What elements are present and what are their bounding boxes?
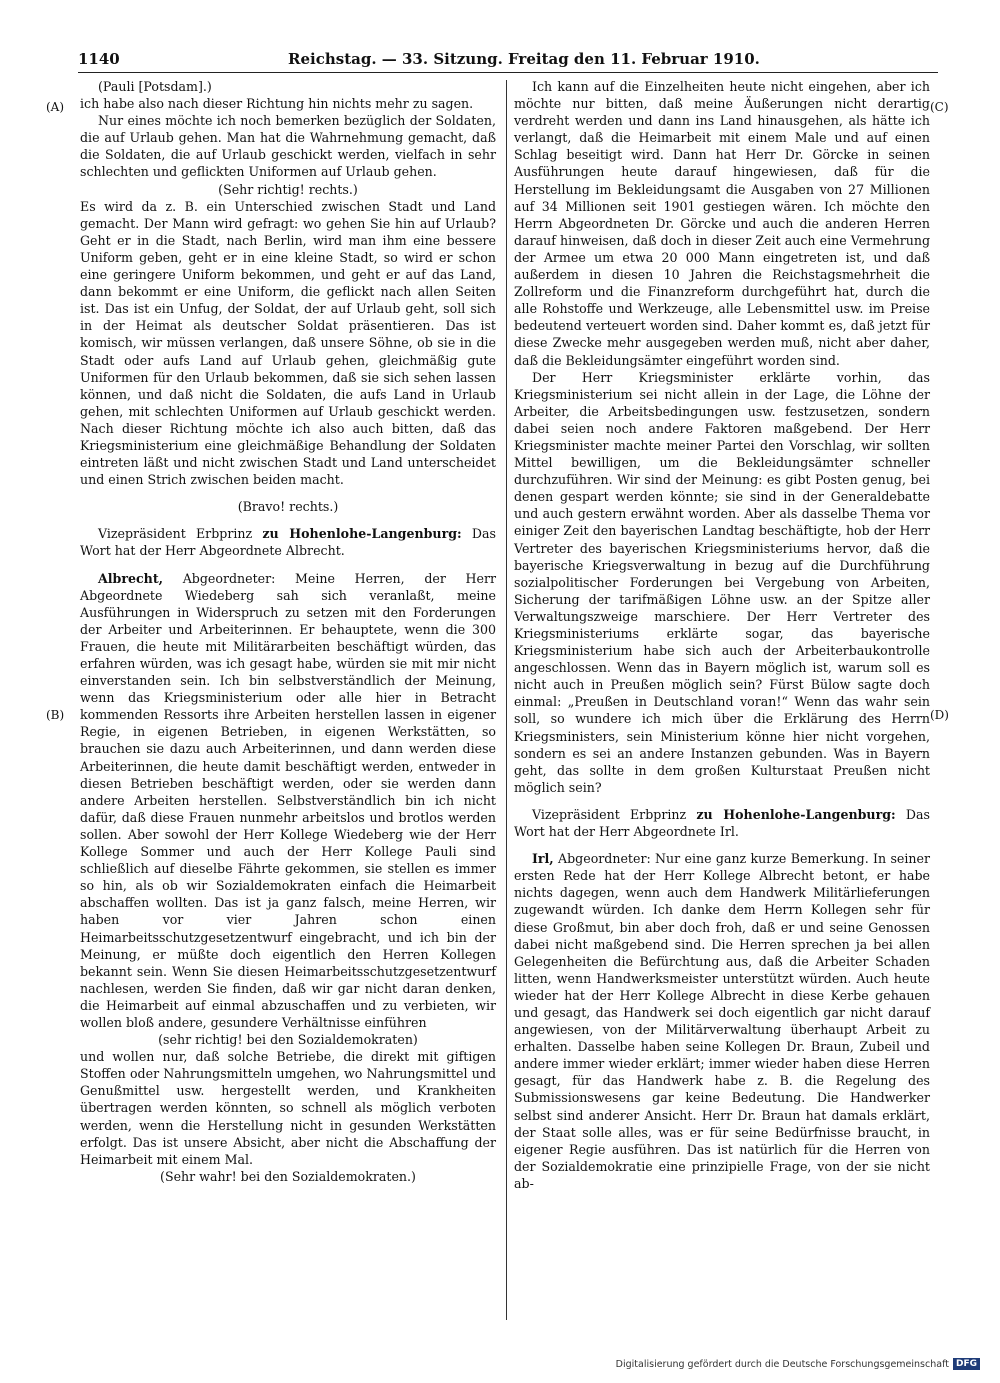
vp-text: Das Wort hat der Herr Abgeordnete Albrecht. <box>80 526 496 559</box>
speaker-name: Irl, <box>532 851 554 867</box>
paragraph: Es wird da z. B. ein Unterschied zwischen Stadt und Land gemacht. Der Mann wird gefragt: wo gehen Sie hin auf Urlaub? Geht er in die Stadt, nach Berlin, wird man ihm eine bessere Uniform geben, geht er in eine kleine Stadt, so wird er schon eine geringere Uniform bekommen, und geht er auf das Land, dann bekommt er eine Uniform, die geflickt nach allen Seiten ist. Das ist ein Unfug, der Soldat, der auf Urlaub geht, soll sich in der Heimat als deutscher Soldat präsentieren. Das ist komisch, wir müssen verlangen, daß unsere Söhne, ob sie in die Stadt oder aufs Land auf Urlaub gehen, gleichmäßig gute Uniformen für den Urlaub bekommen, daß sie sich sehen lassen können, und daß nicht die Soldaten, die aufs Land in Urlaub gehen, mit schlechten Uniformen auf Urlaub geschickt werden. Nach dieser Richtung möchte ich also auch bitten, daß das Kriegsministerium eine gleichmäßige Behandlung der Soldaten eintreten läßt und nicht zwischen Stadt und Land unterscheidet und einen Strich zwischen beiden macht. <box>80 198 496 488</box>
paragraph: Ich kann auf die Einzelheiten heute nicht eingehen, aber ich möchte nur bitten, daß meine Äußerungen nicht derartig verdreht werden und dann ins Land hinausgehen, als hätte ich verlangt, daß die Heimarbeit mit einem Male und auf einen Schlag beseitigt wird. Dann hat Herr Dr. Görcke in seinen Ausführungen heute darauf hingewiesen, daß für die Herstellung im Bekleidungsamt die Ausgaben von 27 Millionen auf 34 Millionen seit 1901 gestiegen wären. Ich möchte den Herrn Abgeordneten Dr. Görcke und auch die anderen Herren darauf hinweisen, daß doch in dieser Zeit auch eine Vermehrung der Armee um etwa 20 000 Mann eingetreten ist, und daß außerdem in diesen 10 Jahren die Reichstagsmehrheit die Zollreform und die Finanzreform durchgeführt hat, durch die alle Rohstoffe und Werkzeuge, alle Lebensmittel usw. im Preise bedeutend verteuert worden sind. Daher kommt es, daß jetzt für diese Zwecke mehr ausgegeben werden muß, nicht aber daher, daß die Bekleidungsämter eingeführt worden sind. <box>514 79 930 368</box>
vp-title: Vizepräsident Erbprinz <box>532 806 697 822</box>
left-column <box>80 78 496 1185</box>
vp-title: Vizepräsident Erbprinz <box>98 526 263 542</box>
vp-name: zu Hohenlohe-Langenburg: <box>696 806 896 822</box>
speech-text: Abgeordneter: Nur eine ganz kurze Bemerkung. In seiner ersten Rede hat der Herr Kollege Albrecht betont, er habe nichts dagegen, wenn auch dem Handwerk Militärlieferungen zugewandt würden. Ich danke dem Herrn Kollegen sehr für diese Großmut, bin aber doch froh, daß er und seine Genossen dabei nicht maßgebend sind. Die Herren sprechen ja bei allen Gelegenheiten die Befürchtung aus, daß die Arbeiter Schaden litten, wenn Handwerksmeister unterstützt würden. Auch heute wieder hat der Herr Kollege Albrecht in diese Kerbe gehauen und gesagt, das Handwerk sei doch eigentlich gar nicht darauf angewiesen, von der Militärverwaltung überhaupt Arbeit zu erhalten. Dasselbe haben seine Kollegen Dr. Braun, Zubeil und andere immer wieder erklärt; immer wieder haben diese Herren gesagt, für das Handwerk habe z. B. die Regelung des Submissionswesens gar keine Bedeutung. Die Handwerker selbst sind anderer Ansicht. Herr Dr. Braun hat damals erklärt, der Staat solle alles, was er für seine Bedürfnisse braucht, in eigener Regie ausführen. Das ist natürlich für die Herren von der Sozialdemokratie eine prinzipielle Frage, von der sie nicht ab- <box>514 851 930 1191</box>
page-number: 1140 <box>78 50 120 68</box>
margin-mark-c: (C) <box>930 100 949 114</box>
speech <box>80 570 496 1032</box>
vice-president-announcement <box>514 806 930 840</box>
paragraph: Nur eines möchte ich noch bemerken bezüglich der Soldaten, die auf Urlaub gehen. Man hat die Wahrnehmung gemacht, daß die Soldaten, die auf Urlaub geschickt werden, vielfach in sehr schlechten und geflickten Uniformen auf Urlaub gehen. <box>80 113 496 180</box>
page-header <box>78 50 938 70</box>
margin-mark-b: (B) <box>46 708 65 722</box>
vice-president-announcement <box>80 525 496 559</box>
dfg-logo: DFG <box>953 1358 980 1370</box>
header-rule <box>78 72 938 73</box>
speech <box>514 850 930 1192</box>
digitization-footer <box>600 1356 980 1372</box>
column-divider <box>506 80 507 1320</box>
footer-text: Digitalisierung gefördert durch die Deutsche Forschungsgemeinschaft <box>615 1358 949 1370</box>
interjection: (Sehr richtig! rechts.) <box>218 181 358 197</box>
paragraph: Der Herr Kriegsminister erklärte vorhin, das Kriegsministerium sei nicht allein in der Lage, die Löhne der Arbeiter, die Arbeitsbedingungen usw. festzusetzen, sondern dabei seien noch andere Faktoren maßgebend. Der Herr Kriegsminister machte meiner Partei den Vorschlag, wir sollten Mittel bewilligen, um die Bekleidungsämter schneller durchzuführen. Wir sind der Meinung: es gibt Posten genug, bei denen gespart werden könnte; sie sind in der Generaldebatte und auch gestern erwähnt worden. Aber als dasselbe Thema vor einiger Zeit den bayerischen Landtag beschäftigte, hob der Herr Vertreter des bayerischen Kriegsministeriums hervor, daß die bayerische Kriegsverwaltung in bezug auf die Durchführung sozialpolitischer Forderungen bei Vergebung von Arbeiten, Sicherung der tarifmäßigen Löhne usw. an der Spitze aller Verwaltungszweige marschiere. Der Herr Vertreter des Kriegsministeriums erklärte sogar, das bayerische Kriegsministerium habe sich auch der Arbeiterbaukontrolle angeschlossen. Wenn das in Bayern möglich ist, warum soll es nicht auch in Preußen möglich sein? Fürst Bülow sagte doch einmal: „Preußen in Deutschland voran!“ Wenn das wahr sein soll, so wundere ich mich über die Erklärung des Herrn Kriegsministers, sein Ministerium könne hier nicht vorgehen, sondern es sei an andere Instanzen gebunden. Was in Bayern geht, das sollte in dem großen Kulturstaat Preußen nicht möglich sein? <box>514 369 930 795</box>
vp-name: zu Hohenlohe-Langenburg: <box>262 526 462 542</box>
interjection: (sehr richtig! bei den Sozialdemokraten) <box>158 1032 418 1048</box>
vp-text: Das Wort hat der Herr Abgeordnete Irl. <box>514 806 930 840</box>
interjection: (Bravo! rechts.) <box>237 499 339 515</box>
running-head: Reichstag. — 33. Sitzung. Freitag den 11. Februar 1910. <box>288 50 760 68</box>
interjection: (Sehr wahr! bei den Sozialdemokraten.) <box>160 1168 416 1184</box>
right-column <box>514 78 930 1192</box>
speaker-reference: (Pauli [Potsdam].) <box>98 79 212 94</box>
paragraph: und wollen nur, daß solche Betriebe, die direkt mit giftigen Stoffen oder Nahrungsmitteln umgehen, wo Nahrungsmittel und Genußmittel usw. hergestellt werden, und Krankheiten übertragen werden könnten, so schnell als möglich verboten werden, wenn die Herstellung nicht in gesunden Werkstätten erfolgt. Das ist unsere Absicht, aber nicht die Abschaffung der Heimarbeit mit einem Mal. <box>80 1049 496 1167</box>
margin-mark-d: (D) <box>930 708 949 722</box>
margin-mark-a: (A) <box>46 100 65 114</box>
speech-text: Abgeordneter: Meine Herren, der Herr Abgeordnete Wiedeberg sah sich veranlaßt, meine Ausführungen in Widerspruch zu setzen mit den Forderungen der Arbeiter und Arbeiterinnen. Er behauptete, wenn die 300 Frauen, die heute mit Militärarbeiten beschäftigt würden, das erfahren würden, was ich gesagt habe, würden sie mit mir nicht einverstanden sein. Ich bin selbstverständlich der Meinung, wenn das Kriegsministerium oder alle hier in Betracht kommenden Ressorts ihre Arbeiten herstellen lassen in eigener Regie, in eigenen Betrieben, in eigenen Werkstätten, so brauchen sie dazu auch Arbeiterinnen, und dann werden diese Arbeiterinnen, die heute damit beschäftigt werden, entweder in diesen Betrieben beschäftigt werden, oder sie werden dann andere Arbeiten herstellen. Selbstverständlich bin ich nicht dafür, daß diese Frauen nunmehr arbeitslos und brotlos werden sollen. Aber sowohl der Herr Kollege Wiedeberg wie der Herr Kollege Sommer und auch der Herr Kollege Pauli sind schließlich auf dieselbe Fährte gekommen, sie stellen es immer so hin, als ob wir Sozialdemokraten einfach die Heimarbeit abschaffen wollten. Das ist ja ganz falsch, meine Herren, wir haben vor vier Jahren schon einen Heimarbeitsschutzgesetzentwurf eingebracht, und ich bin der Meinung, er müßte doch eigentlich den Herren Kollegen bekannt sein. Wenn Sie diesen Heimarbeitsschutzgesetzentwurf nachlesen, werden Sie finden, daß wir gar nicht daran denken, die Heimarbeit auf einmal abzuschaffen und zu verbieten, wir wollen bloß andere, gesundere Verhältnisse einführen <box>80 570 496 1030</box>
paragraph: ich habe also nach dieser Richtung hin nichts mehr zu sagen. <box>80 96 474 112</box>
speaker-name: Albrecht, <box>98 570 164 586</box>
